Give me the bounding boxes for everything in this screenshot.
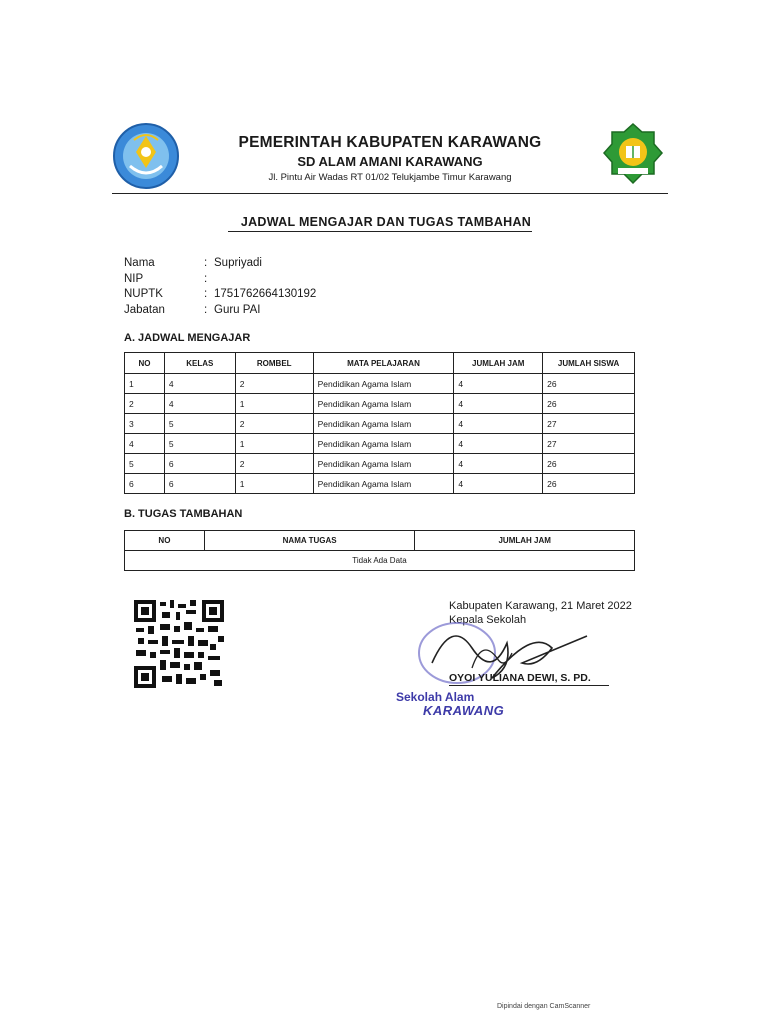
letterhead-divider (112, 193, 668, 194)
column-header: MATA PELAJARAN (313, 353, 454, 374)
table-row (125, 374, 635, 394)
table-cell: 4 (454, 394, 543, 414)
table-cell: 5 (164, 414, 235, 434)
school-name: SD ALAM AMANI KARAWANG (297, 154, 483, 169)
column-header: NAMA TUGAS (204, 531, 415, 551)
identity-label: Jabatan (124, 303, 165, 316)
table-cell: 2 (235, 454, 313, 474)
document-title: JADWAL MENGAJAR DAN TUGAS TAMBAHAN (240, 215, 532, 229)
table-cell: 4 (454, 374, 543, 394)
table-cell: Pendidikan Agama Islam (313, 474, 454, 494)
scanner-watermark: Dipindai dengan CamScanner (497, 1003, 591, 1010)
signature-role: Kepala Sekolah (449, 614, 527, 626)
identity-label: NUPTK (124, 288, 163, 300)
identity-colon: : (204, 272, 208, 285)
document-title-underline (228, 231, 532, 232)
identity-label: NIP (124, 272, 144, 285)
table-cell: 1 (125, 374, 165, 394)
identity-label: Nama (124, 257, 155, 269)
table-cell: 26 (543, 374, 635, 394)
table-cell: 26 (543, 454, 635, 474)
table-cell: Pendidikan Agama Islam (313, 374, 454, 394)
identity-row-nuptk (124, 287, 316, 303)
kemenag-logo (602, 122, 664, 186)
table-cell: 27 (543, 434, 635, 454)
table-cell: 6 (125, 474, 165, 494)
identity-colon: : (204, 288, 208, 300)
table-header-row (125, 353, 635, 374)
table-row (125, 551, 635, 571)
teaching-schedule-table (124, 352, 635, 494)
additional-duties-table (124, 530, 635, 571)
table-cell: 4 (125, 434, 165, 454)
table-row (125, 434, 635, 454)
signatory-name: OYOI YULIANA DEWI, S. PD. (449, 672, 591, 684)
empty-data-cell: Tidak Ada Data (125, 551, 635, 571)
tut-wuri-handayani-logo (112, 122, 180, 190)
table-cell: 1 (235, 474, 313, 494)
table-cell: 26 (543, 474, 635, 494)
table-cell: 5 (164, 434, 235, 454)
table-cell: 4 (454, 454, 543, 474)
table-cell: 1 (235, 394, 313, 414)
identity-colon: : (204, 303, 208, 316)
table-cell: 26 (543, 394, 635, 414)
table-cell: 4 (164, 374, 235, 394)
table-cell: 4 (454, 474, 543, 494)
identity-value: 1751762664130192 (214, 288, 317, 300)
table-cell: 4 (454, 434, 543, 454)
table-cell: 6 (164, 474, 235, 494)
column-header: KELAS (164, 353, 235, 374)
section-b-heading: B. TUGAS TAMBAHAN (124, 508, 243, 520)
school-stamp-line1: Sekolah Alam (396, 690, 475, 704)
table-cell: 1 (235, 434, 313, 454)
column-header: ROMBEL (235, 353, 313, 374)
signatory-name-underline (449, 685, 609, 686)
handwritten-signature-icon (412, 608, 602, 703)
table-cell: 3 (125, 414, 165, 434)
table-cell: 5 (125, 454, 165, 474)
school-address: Jl. Pintu Air Wadas RT 01/02 Telukjambe Timur Karawang (268, 172, 512, 183)
table-cell: Pendidikan Agama Islam (313, 434, 454, 454)
column-header: NO (125, 353, 165, 374)
identity-row-jabatan (124, 303, 316, 319)
signature-place-date: Kabupaten Karawang, 21 Maret 2022 (449, 600, 632, 612)
identity-colon: : (204, 257, 208, 269)
identity-row-nip (124, 272, 316, 288)
table-row (125, 414, 635, 434)
column-header: JUMLAH JAM (415, 531, 635, 551)
table-cell: 2 (235, 414, 313, 434)
identity-block (124, 256, 316, 318)
government-title: PEMERINTAH KABUPATEN KARAWANG (238, 134, 542, 151)
table-cell: 27 (543, 414, 635, 434)
column-header: JUMLAH JAM (454, 353, 543, 374)
table-row (125, 454, 635, 474)
identity-value: Guru PAI (214, 303, 261, 316)
school-stamp-line2: KARAWANG (423, 703, 505, 718)
table-cell: 6 (164, 454, 235, 474)
table-cell: 4 (164, 394, 235, 414)
identity-row-nama (124, 256, 316, 272)
table-cell: Pendidikan Agama Islam (313, 414, 454, 434)
table-cell: 4 (454, 414, 543, 434)
table-row (125, 474, 635, 494)
table-cell: 2 (125, 394, 165, 414)
table-row (125, 394, 635, 414)
identity-value: Supriyadi (214, 257, 262, 269)
column-header: NO (125, 531, 205, 551)
column-header: JUMLAH SISWA (543, 353, 635, 374)
qr-code-icon (134, 600, 224, 688)
table-cell: Pendidikan Agama Islam (313, 454, 454, 474)
section-a-heading: A. JADWAL MENGAJAR (124, 332, 251, 344)
table-cell: Pendidikan Agama Islam (313, 394, 454, 414)
table-cell: 2 (235, 374, 313, 394)
table-header-row (125, 531, 635, 551)
